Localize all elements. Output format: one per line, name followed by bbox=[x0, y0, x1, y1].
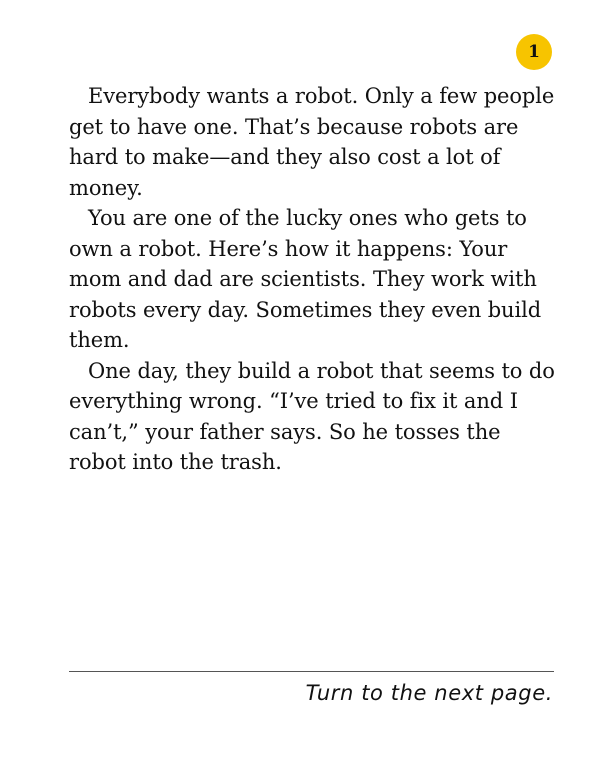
turn-page-prompt[interactable]: Turn to the next page. bbox=[305, 681, 553, 705]
story-paragraph-2: You are one of the lucky ones who gets to own a robot. Here’s how it happens: Your mom and dad are scientists. They work with robots every day. Sometimes they even build them. bbox=[69, 206, 542, 352]
footer-divider bbox=[69, 671, 554, 672]
page-number-badge: 1 bbox=[516, 34, 552, 70]
story-paragraph-1: Everybody wants a robot. Only a few people get to have one. That’s because robots are hard to make—and they also cost a lot of money. bbox=[69, 84, 555, 200]
story-paragraph-3: One day, they build a robot that seems to do everything wrong. “I’ve tried to fix it and I can’t,” your father says. So he tosses the robot into the trash. bbox=[69, 358, 555, 474]
story-text bbox=[69, 81, 559, 478]
